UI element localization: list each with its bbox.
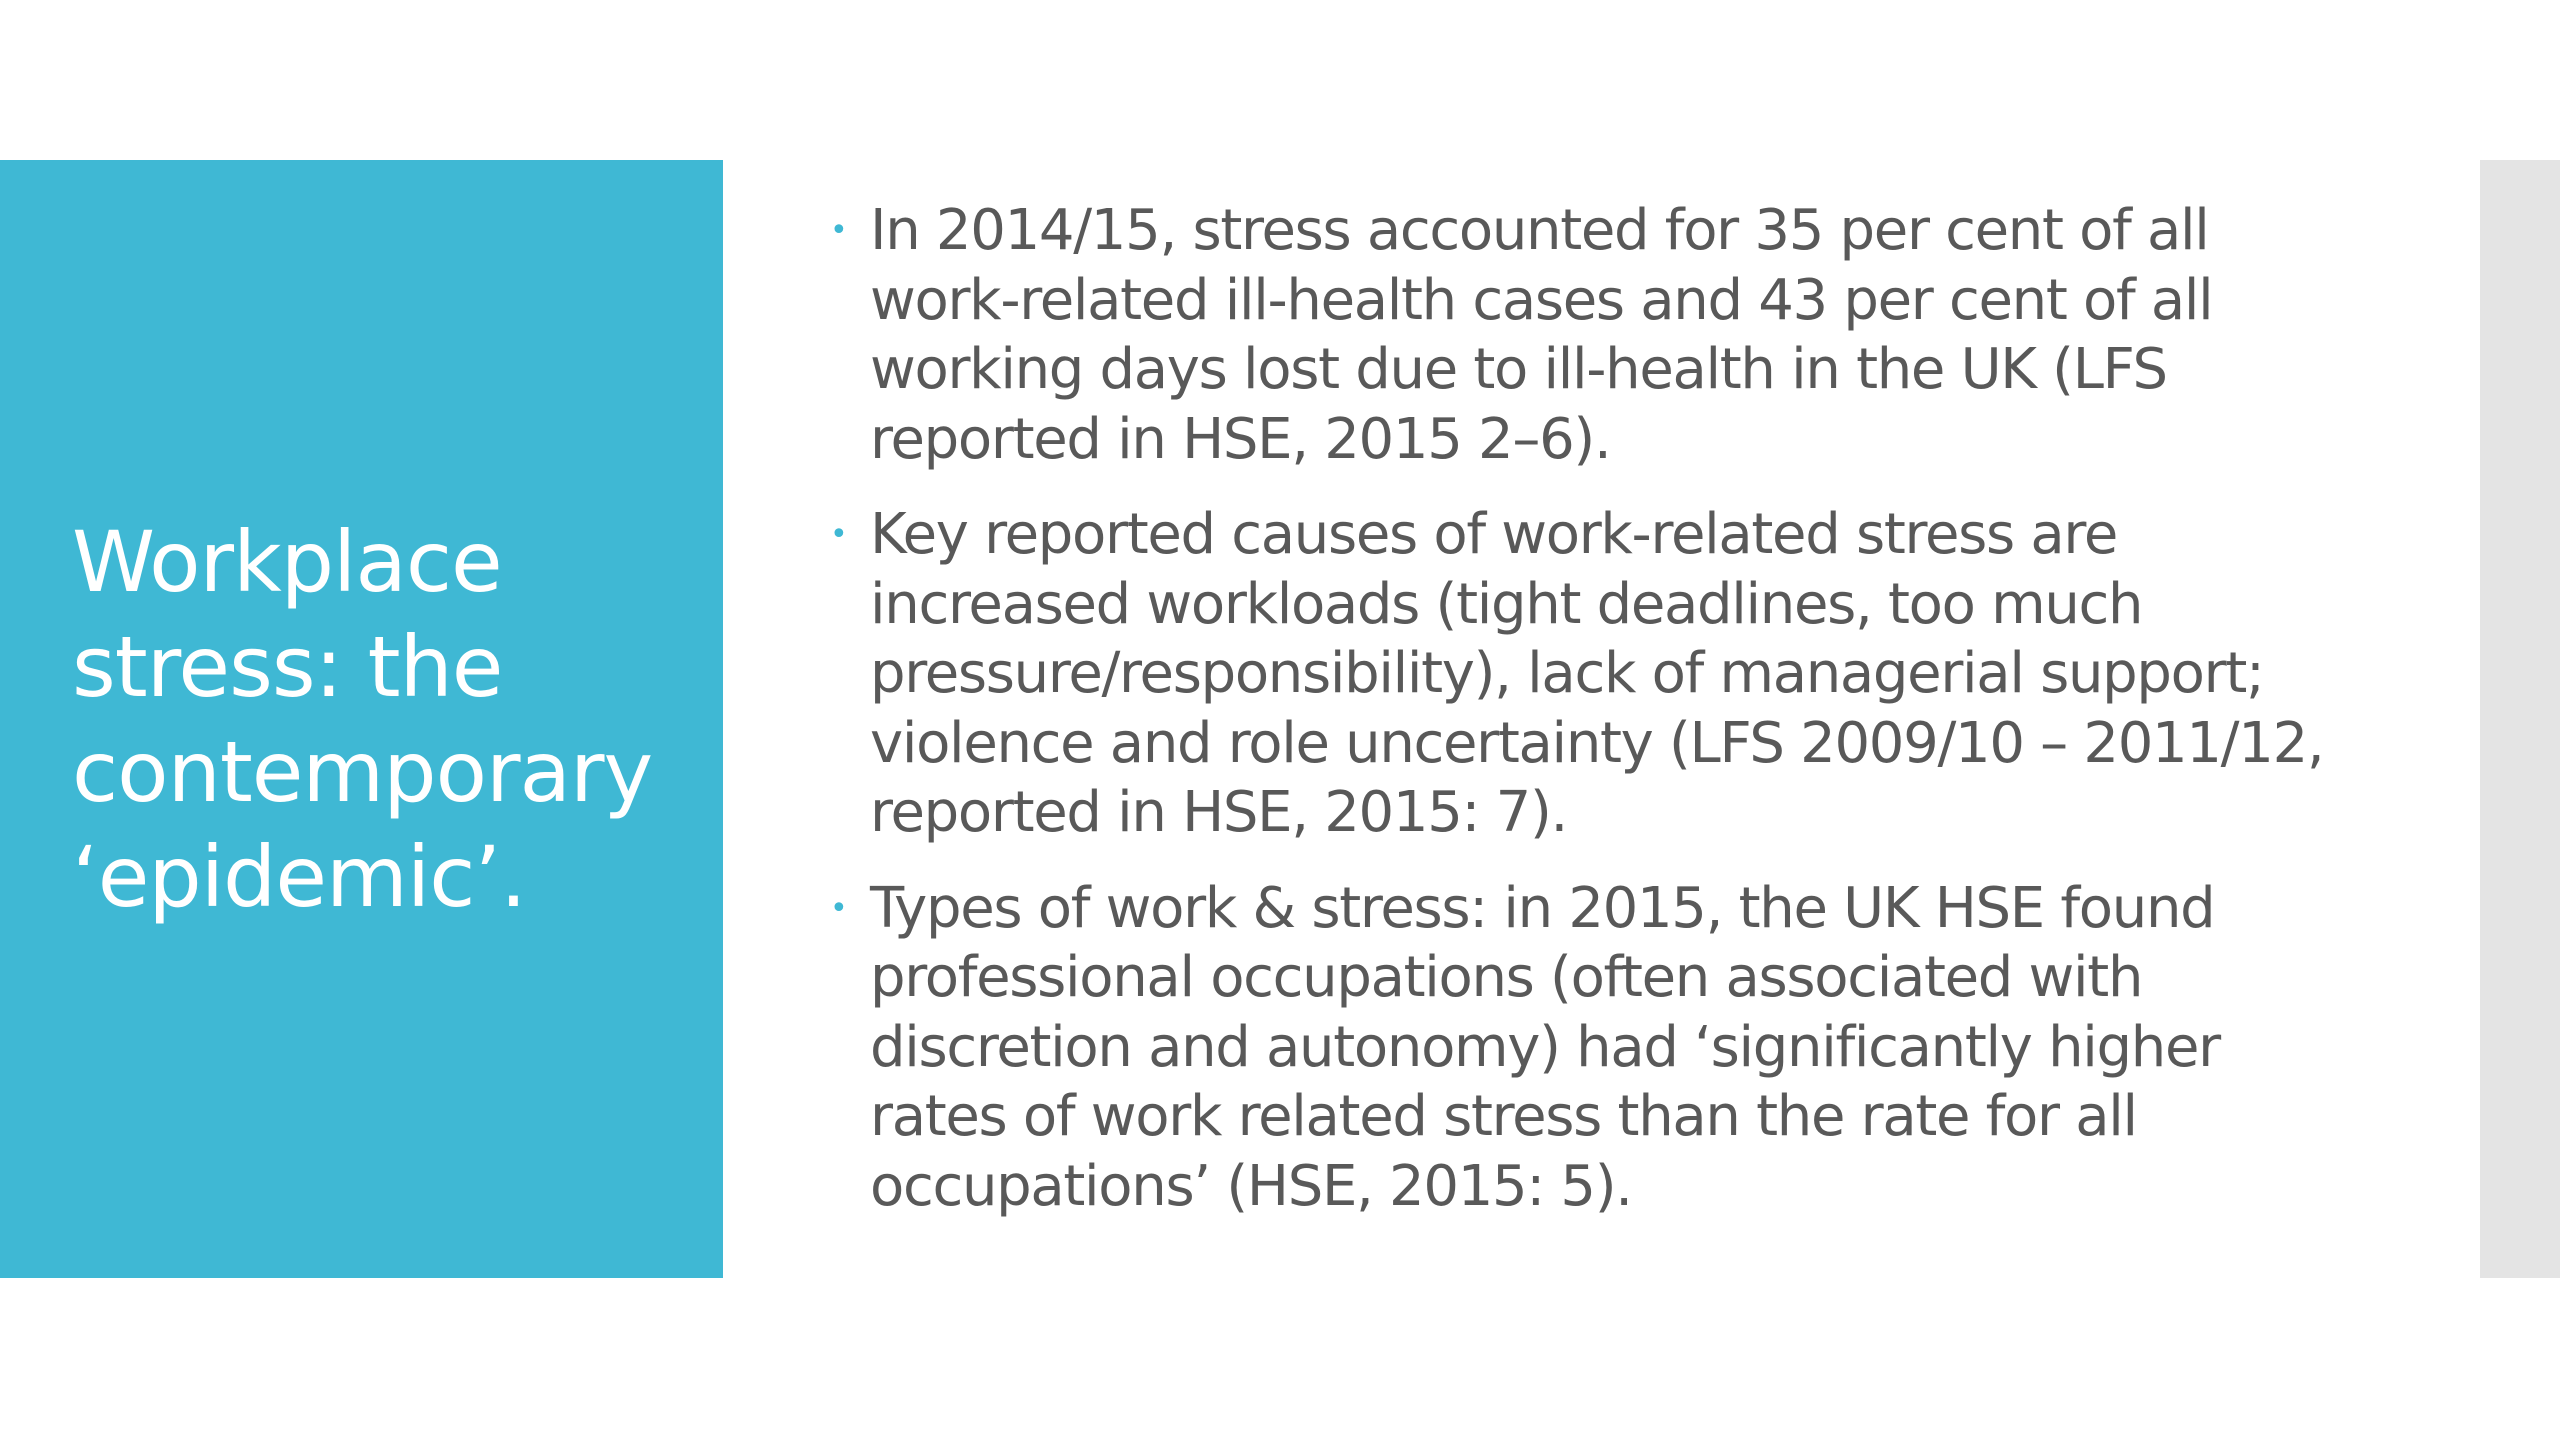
bullet-list [830, 196, 2330, 1221]
slide-title: Workplace stress: the contemporary ‘epidemic’. [72, 513, 653, 926]
bullet-item [830, 874, 2330, 1222]
bullet-icon: • [830, 517, 847, 552]
bullet-icon: • [830, 213, 847, 248]
bullet-item [830, 196, 2330, 474]
bullet-text: Key reported causes of work-related stress are increased workloads (tight deadlines, too much pressure/responsibility), lack of managerial support; violence and role uncertainty (LFS 2009/10 – 2011/12, reported in HSE, 2015: 7). [870, 502, 2324, 845]
bullet-text: Types of work & stress: in 2015, the UK HSE found professional occupations (often associated with discretion and autonomy) had ‘significantly higher rates of work related stress than the rate for all occupations’ (HSE, 2015: 5). [870, 875, 2220, 1219]
bullet-text: In 2014/15, stress accounted for 35 per cent of all work-related ill-health cases and 43 per cent of all working days lost due to ill-health in the UK (LFS reported in HSE, 2015 2–6). [870, 198, 2213, 472]
side-strip [2480, 160, 2560, 1278]
bullet-item [830, 500, 2330, 848]
bullet-icon: • [830, 890, 847, 926]
slide-content [830, 196, 2330, 1247]
